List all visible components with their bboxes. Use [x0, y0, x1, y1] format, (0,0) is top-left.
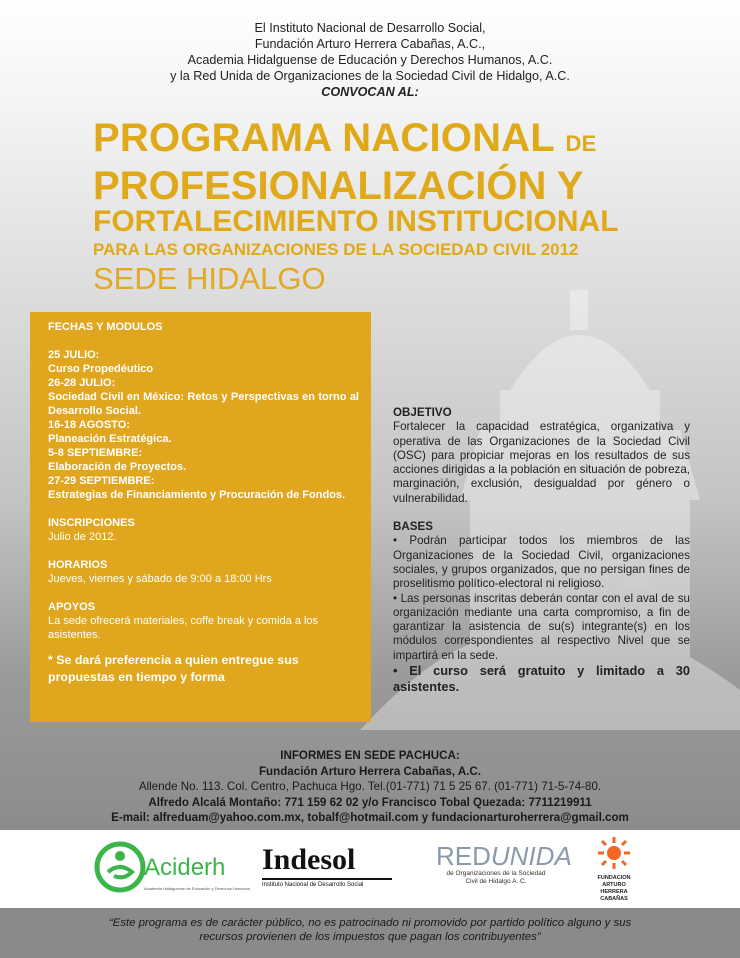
- program-title: [93, 118, 693, 296]
- contact-email: E-mail: alfreduam@yahoo.com.mx, tobalf@hotmail.com y fundacionarturoherrera@gmail.com: [111, 811, 629, 824]
- apoyos-heading: APOYOS: [48, 601, 96, 613]
- bases-heading: BASES: [393, 520, 433, 534]
- header-line: Fundación Arturo Herrera Cabañas, A.C.,: [254, 37, 486, 51]
- objetivo-text: Fortalecer la capacidad estratégica, organizativa y operativa de las Organizaciones de la Sociedad Civil (OSC) para propiciar mejoras en los resultados de sus acciones dirigidas a la población en situación de pobreza, marginación, exclusión, desigualdad por género o vulnerabilidad.: [393, 420, 690, 505]
- module-desc: Sociedad Civil en México: Retos y Perspectivas en torno al Desarrollo Social.: [48, 391, 359, 417]
- module-desc: Estrategias de Financiamiento y Procuración de Fondos.: [48, 489, 346, 501]
- title-line-4: PARA LAS ORGANIZACIONES DE LA SOCIEDAD CIVIL 2012: [93, 240, 579, 259]
- indesol-logo: [262, 844, 392, 894]
- module-desc: Elaboración de Proyectos.: [48, 461, 187, 473]
- preference-note: * Se dará preferencia a quien entregue sus propuestas en tiempo y forma: [48, 653, 299, 684]
- objectives-column: [393, 406, 690, 695]
- inscripciones-text: Julio de 2012.: [48, 531, 117, 543]
- red-unida-wordmark: [436, 841, 572, 871]
- sponsor-logos: [0, 830, 740, 908]
- module-date: 16-18 AGOSTO:: [48, 419, 130, 431]
- module-date: 27-29 SEPTIEMBRE:: [48, 475, 155, 487]
- disclaimer-line: “Este programa es de carácter público, no es patrocinado ni promovido por partido político alguno y sus: [108, 917, 632, 929]
- indesol-name: Indesol: [262, 843, 356, 876]
- red-unida-subtitle-2: Civil de Hidalgo A. C.: [465, 878, 527, 885]
- module-date: 25 JULIO:: [48, 349, 100, 361]
- module-date: 5-8 SEPTIEMBRE:: [48, 447, 143, 459]
- fund-line: CABAÑAS: [600, 896, 628, 902]
- inscripciones-heading: INSCRIPCIONES: [48, 517, 135, 529]
- fund-line: ARTURO: [602, 882, 626, 888]
- aciderh-name: Aciderh: [144, 854, 226, 881]
- title-line-3: FORTALECIMIENTO INSTITUCIONAL: [93, 205, 619, 238]
- module-date: 26-28 JULIO:: [48, 377, 116, 389]
- schedule-heading: FECHAS Y MODULOS: [48, 321, 163, 333]
- objetivo-heading: OBJETIVO: [393, 406, 452, 419]
- contact-address: Allende No. 113. Col. Centro, Pachuca Hgo. Tel.(01-771) 71 5 25 67. (01-771) 71-5-74-80.: [138, 780, 602, 793]
- red-unida-logo: [436, 841, 572, 898]
- convocan-label: CONVOCAN AL:: [321, 85, 419, 99]
- aciderh-logo: [94, 840, 251, 900]
- header-line: El Instituto Nacional de Desarrollo Social,: [254, 21, 486, 35]
- fund-line: HERRERA: [600, 889, 628, 895]
- module-desc: Curso Propedéutico: [48, 363, 154, 375]
- contact-info: [40, 748, 700, 826]
- horarios-text: Jueves, viernes y sábado de 9:00 a 18:00 Hrs: [48, 573, 272, 585]
- convening-organizations: [60, 20, 680, 100]
- aciderh-subtitle: Academia Hidalguense de Educación y Derechos Humanos: [144, 886, 251, 891]
- horarios-heading: HORARIOS: [48, 559, 108, 571]
- header-line: Academia Hidalguense de Educación y Derechos Humanos, A.C.: [187, 53, 553, 67]
- red-text: RED: [436, 841, 491, 871]
- module-desc: Planeación Estratégica.: [48, 433, 172, 445]
- fundacion-logo: [592, 836, 636, 904]
- contact-people: Alfredo Alcalá Montaño: 771 159 62 02 y/o Francisco Tobal Quezada: 7711219911: [148, 795, 592, 809]
- title-line-2: PROFESIONALIZACIÓN Y: [93, 164, 584, 208]
- indesol-subtitle: Instituto Nacional de Desarrollo Social: [262, 882, 364, 888]
- bases-item: • Podrán participar todos los miembros de las Organizaciones de la Sociedad Civil, organizaciones sociales, y grupos organizados, que no persigan fines de proselitismo político-electoral ni religioso.: [393, 534, 690, 591]
- unida-text: UNIDA: [490, 841, 572, 871]
- title-line-1: [93, 118, 693, 164]
- header-line: y la Red Unida de Organizaciones de la Sociedad Civil de Hidalgo, A.C.: [170, 69, 570, 83]
- indesol-divider: [262, 878, 392, 880]
- sede-title: SEDE HIDALGO: [93, 261, 326, 296]
- bases-item: • Las personas inscritas deberán contar con el aval de su organización mediante una carta compromiso, a fin de garantizar la asistencia de su(s) integrante(s) en los módulos correspondientes al respectivo Nivel que se impartirá en la sede.: [393, 591, 690, 662]
- disclaimer-line: recursos provienen de los impuestos que pagan los contribuyentes”: [199, 931, 541, 943]
- title-de: DE: [565, 131, 597, 156]
- fund-line: FUNDACION: [597, 875, 631, 881]
- aciderh-figure-icon: [94, 842, 150, 892]
- schedule-panel: [30, 312, 371, 722]
- red-unida-subtitle-1: de Organizaciones de la Sociedad: [446, 870, 546, 877]
- contact-org: Fundación Arturo Herrera Cabañas, A.C.: [258, 764, 482, 778]
- title-main: PROGRAMA NACIONAL: [93, 116, 555, 160]
- apoyos-text: La sede ofrecerá materiales, coffe break y comida a los asistentes.: [48, 615, 319, 641]
- footer-disclaimer: [0, 908, 740, 958]
- bases-item-free: • El curso será gratuito y limitado a 30 asistentes.: [393, 663, 690, 695]
- sun-icon: [596, 836, 632, 870]
- contact-heading: INFORMES EN SEDE PACHUCA:: [280, 749, 460, 762]
